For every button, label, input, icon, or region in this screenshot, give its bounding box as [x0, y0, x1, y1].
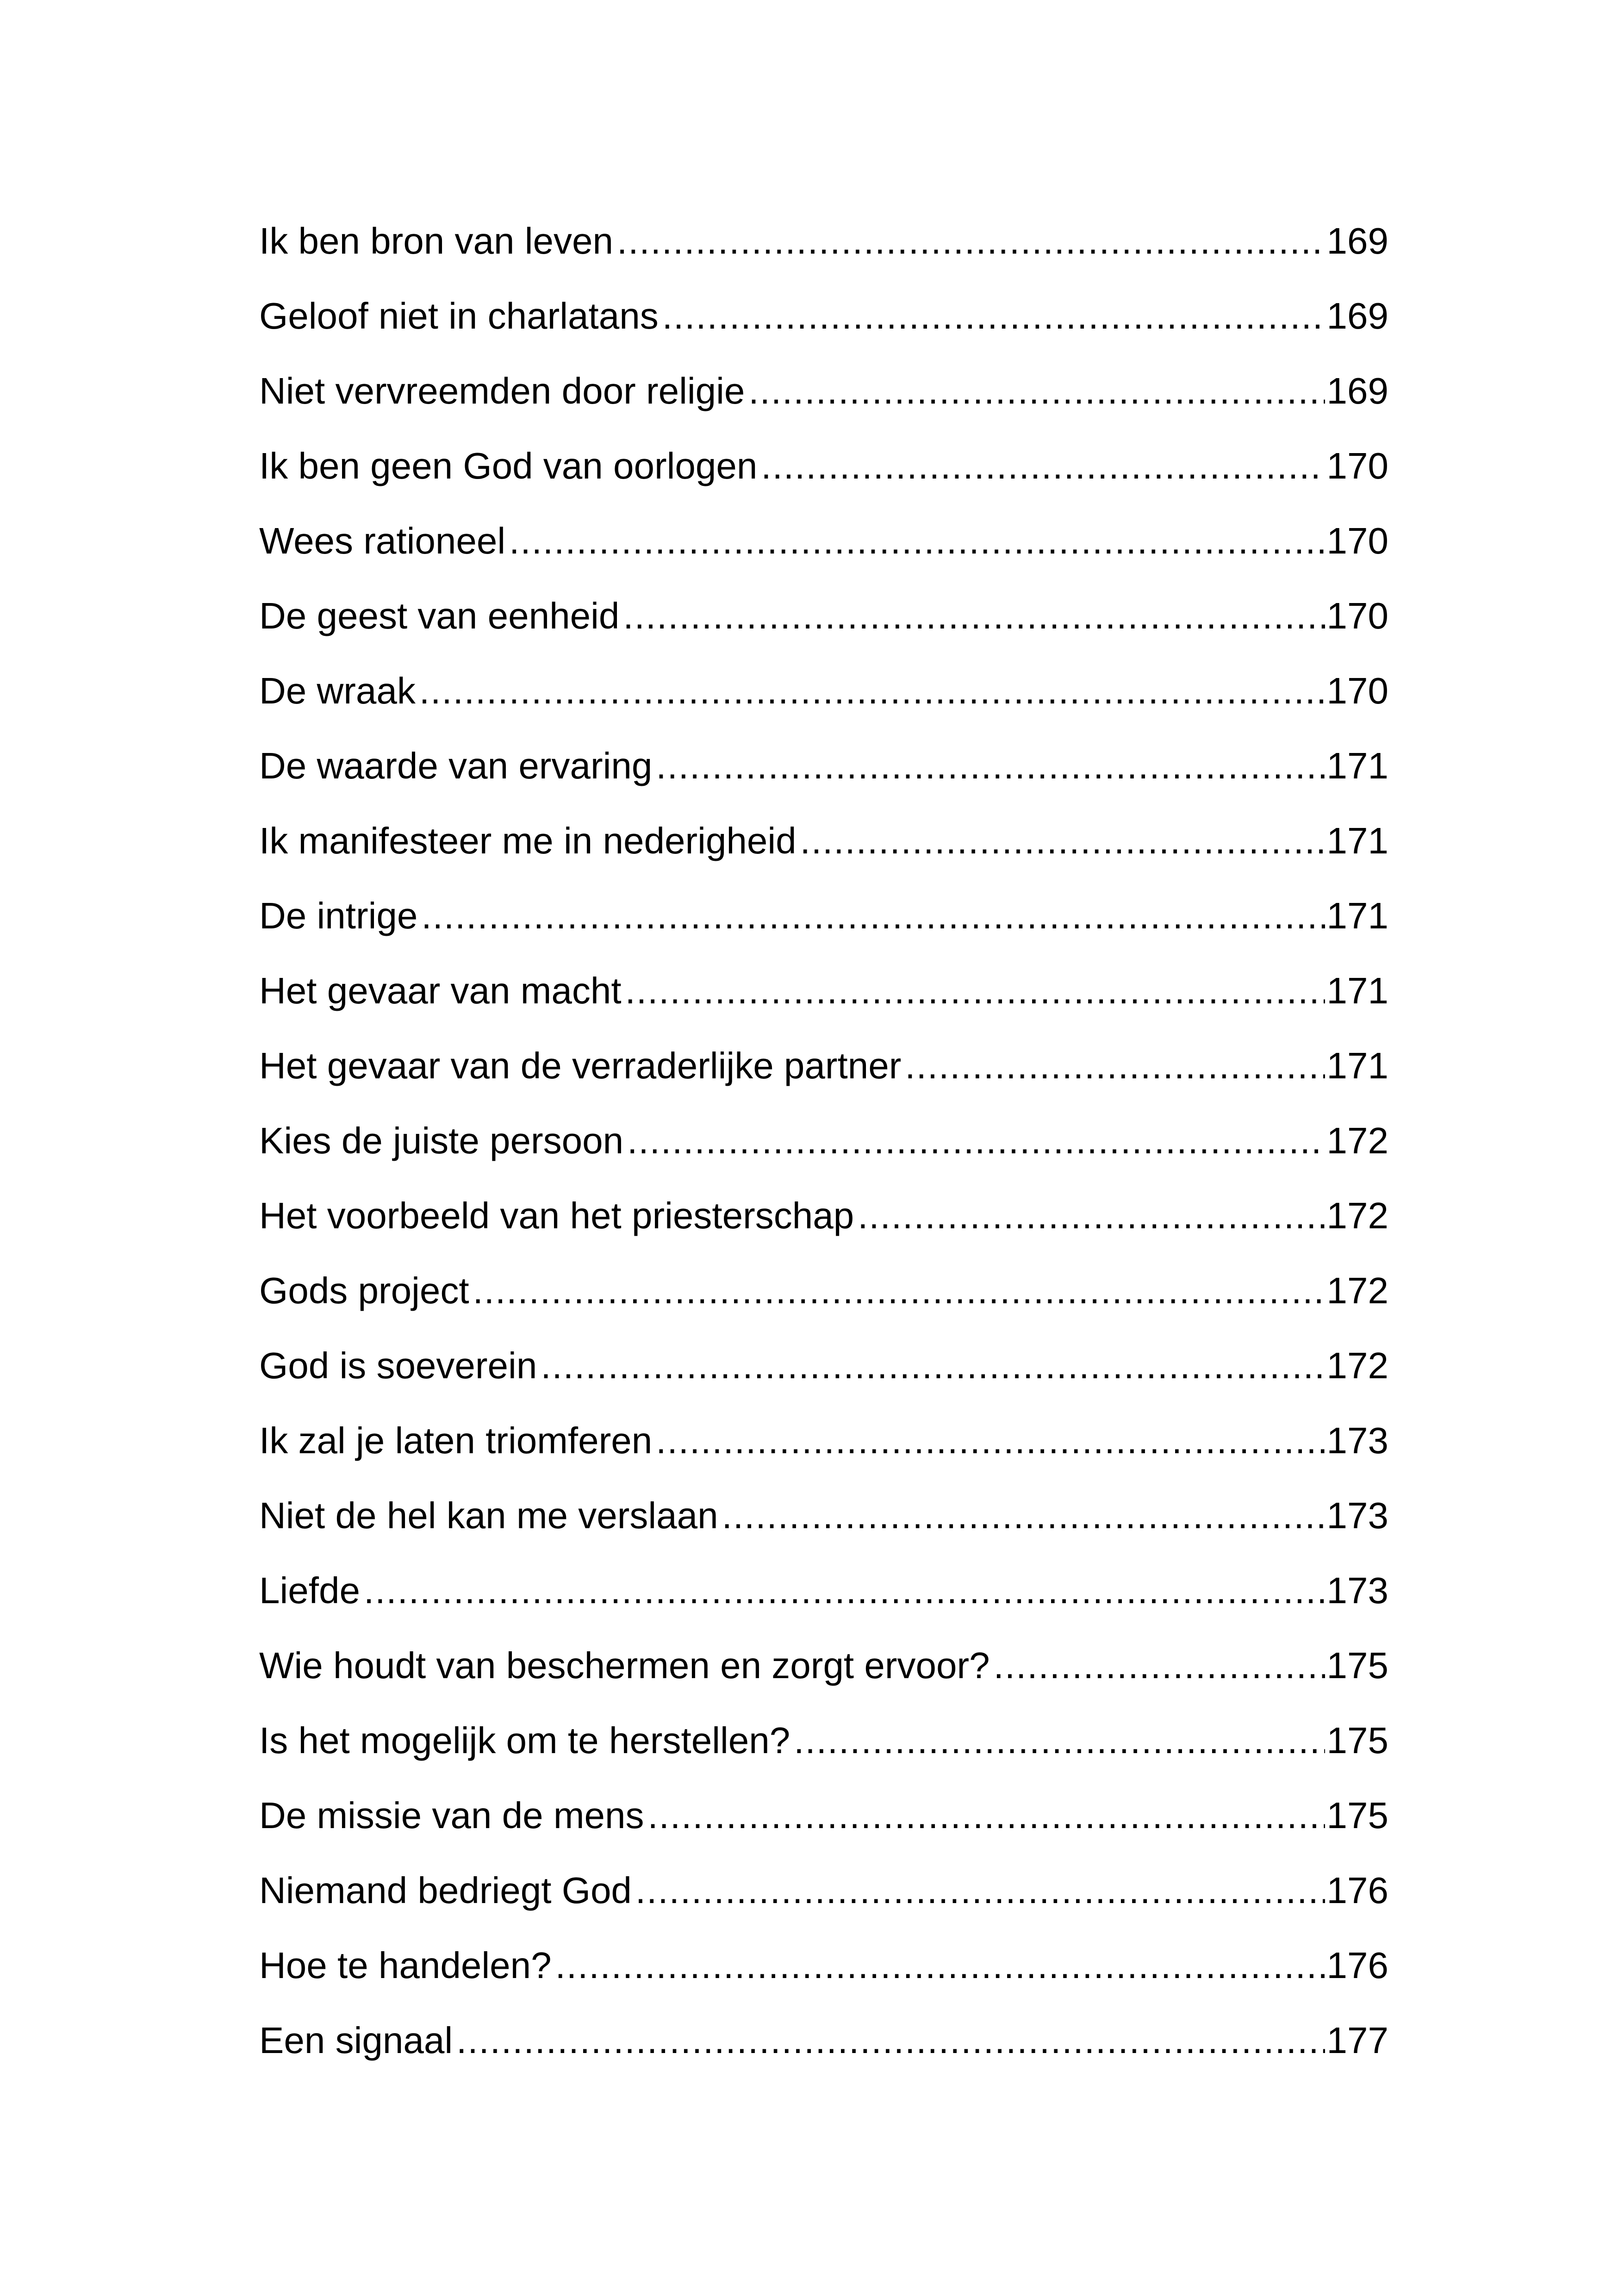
toc-dot-leader: [656, 1403, 1325, 1478]
toc-page-number: 172: [1326, 1270, 1388, 1311]
toc-dot-leader: [748, 354, 1325, 429]
toc-entry[interactable]: [259, 279, 1388, 354]
table-of-contents: [259, 204, 1388, 2078]
toc-entry-title: God is soeverein: [259, 1345, 537, 1386]
toc-dot-leader: [509, 504, 1325, 579]
toc-dot-leader: [623, 579, 1325, 653]
toc-page-number: 171: [1326, 970, 1388, 1011]
toc-dot-leader: [858, 1178, 1325, 1253]
toc-entry-title: Hoe te handelen?: [259, 1945, 552, 1986]
toc-entry-title: De wraak: [259, 670, 416, 711]
toc-entry[interactable]: [259, 1553, 1388, 1628]
toc-dot-leader: [625, 953, 1325, 1028]
toc-entry-title: Niet de hel kan me verslaan: [259, 1495, 718, 1536]
toc-page-number: 176: [1326, 1870, 1388, 1911]
toc-dot-leader: [800, 803, 1325, 878]
toc-dot-leader: [656, 728, 1325, 803]
toc-dot-leader: [794, 1703, 1325, 1778]
toc-entry[interactable]: [259, 953, 1388, 1028]
toc-entry[interactable]: [259, 1403, 1388, 1478]
toc-page-number: 173: [1326, 1420, 1388, 1461]
toc-page-number: 172: [1326, 1345, 1388, 1386]
toc-page-number: 171: [1326, 745, 1388, 786]
toc-dot-leader: [994, 1628, 1325, 1703]
toc-entry[interactable]: [259, 1103, 1388, 1178]
toc-dot-leader: [555, 1928, 1325, 2003]
toc-entry[interactable]: [259, 1928, 1388, 2003]
toc-page-number: 170: [1326, 670, 1388, 711]
toc-page-number: 171: [1326, 820, 1388, 861]
toc-entry[interactable]: [259, 429, 1388, 504]
toc-dot-leader: [905, 1028, 1325, 1103]
toc-dot-leader: [647, 1778, 1325, 1853]
toc-entry[interactable]: [259, 1253, 1388, 1328]
toc-entry[interactable]: [259, 1178, 1388, 1253]
toc-entry-title: Het gevaar van de verraderlijke partner: [259, 1045, 902, 1086]
toc-page-number: 172: [1326, 1195, 1388, 1236]
toc-entry[interactable]: [259, 1703, 1388, 1778]
toc-page-number: 177: [1326, 2020, 1388, 2061]
toc-entry[interactable]: [259, 1628, 1388, 1703]
toc-dot-leader: [617, 204, 1325, 279]
toc-page-number: 173: [1326, 1570, 1388, 1611]
toc-entry-title: Geloof niet in charlatans: [259, 295, 659, 336]
toc-entry[interactable]: [259, 803, 1388, 878]
toc-entry-title: Gods project: [259, 1270, 469, 1311]
toc-dot-leader: [662, 279, 1325, 354]
toc-page-number: 170: [1326, 520, 1388, 561]
toc-entry[interactable]: [259, 1778, 1388, 1853]
toc-page-number: 171: [1326, 895, 1388, 936]
toc-entry[interactable]: [259, 1028, 1388, 1103]
toc-entry[interactable]: [259, 1328, 1388, 1403]
toc-page-number: 169: [1326, 370, 1388, 411]
toc-page-number: 170: [1326, 445, 1388, 486]
toc-page-number: 175: [1326, 1720, 1388, 1761]
toc-dot-leader: [635, 1853, 1325, 1928]
toc-entry-title: Ik manifesteer me in nederigheid: [259, 820, 797, 861]
toc-entry-title: De intrige: [259, 895, 418, 936]
toc-entry-title: Ik ben geen God van oorlogen: [259, 445, 758, 486]
toc-entry[interactable]: [259, 878, 1388, 953]
toc-page-number: 172: [1326, 1120, 1388, 1161]
toc-page-number: 170: [1326, 595, 1388, 636]
toc-entry[interactable]: [259, 2003, 1388, 2078]
toc-entry[interactable]: [259, 579, 1388, 653]
toc-dot-leader: [761, 429, 1325, 504]
toc-page-number: 173: [1326, 1495, 1388, 1536]
toc-page-number: 175: [1326, 1645, 1388, 1686]
toc-entry-title: Wie houdt van beschermen en zorgt ervoor?: [259, 1645, 990, 1686]
toc-dot-leader: [456, 2003, 1325, 2078]
toc-entry-title: De geest van eenheid: [259, 595, 620, 636]
toc-dot-leader: [364, 1553, 1325, 1628]
toc-entry-title: Is het mogelijk om te herstellen?: [259, 1720, 790, 1761]
toc-entry-title: Ik ben bron van leven: [259, 220, 613, 261]
toc-entry-title: Kies de juiste persoon: [259, 1120, 624, 1161]
toc-entry-title: Een signaal: [259, 2020, 453, 2061]
toc-page-number: 171: [1326, 1045, 1388, 1086]
toc-entry-title: Niet vervreemden door religie: [259, 370, 745, 411]
toc-entry-title: Wees rationeel: [259, 520, 506, 561]
toc-entry[interactable]: [259, 653, 1388, 728]
toc-dot-leader: [473, 1253, 1325, 1328]
toc-entry[interactable]: [259, 504, 1388, 579]
toc-entry-title: Liefde: [259, 1570, 360, 1611]
toc-entry-title: Ik zal je laten triomferen: [259, 1420, 653, 1461]
toc-entry-title: Het voorbeeld van het priesterschap: [259, 1195, 854, 1236]
toc-entry[interactable]: [259, 1853, 1388, 1928]
toc-dot-leader: [419, 653, 1325, 728]
toc-entry[interactable]: [259, 728, 1388, 803]
toc-dot-leader: [421, 878, 1325, 953]
toc-entry[interactable]: [259, 204, 1388, 279]
toc-entry-title: Het gevaar van macht: [259, 970, 622, 1011]
toc-page-number: 169: [1326, 295, 1388, 336]
toc-dot-leader: [627, 1103, 1325, 1178]
toc-dot-leader: [541, 1328, 1325, 1403]
toc-entry-title: De waarde van ervaring: [259, 745, 653, 786]
toc-dot-leader: [722, 1478, 1325, 1553]
toc-page-number: 175: [1326, 1795, 1388, 1836]
toc-entry-title: De missie van de mens: [259, 1795, 644, 1836]
toc-entry[interactable]: [259, 1478, 1388, 1553]
toc-page-number: 169: [1326, 220, 1388, 261]
toc-entry[interactable]: [259, 354, 1388, 429]
toc-entry-title: Niemand bedriegt God: [259, 1870, 632, 1911]
toc-page-number: 176: [1326, 1945, 1388, 1986]
